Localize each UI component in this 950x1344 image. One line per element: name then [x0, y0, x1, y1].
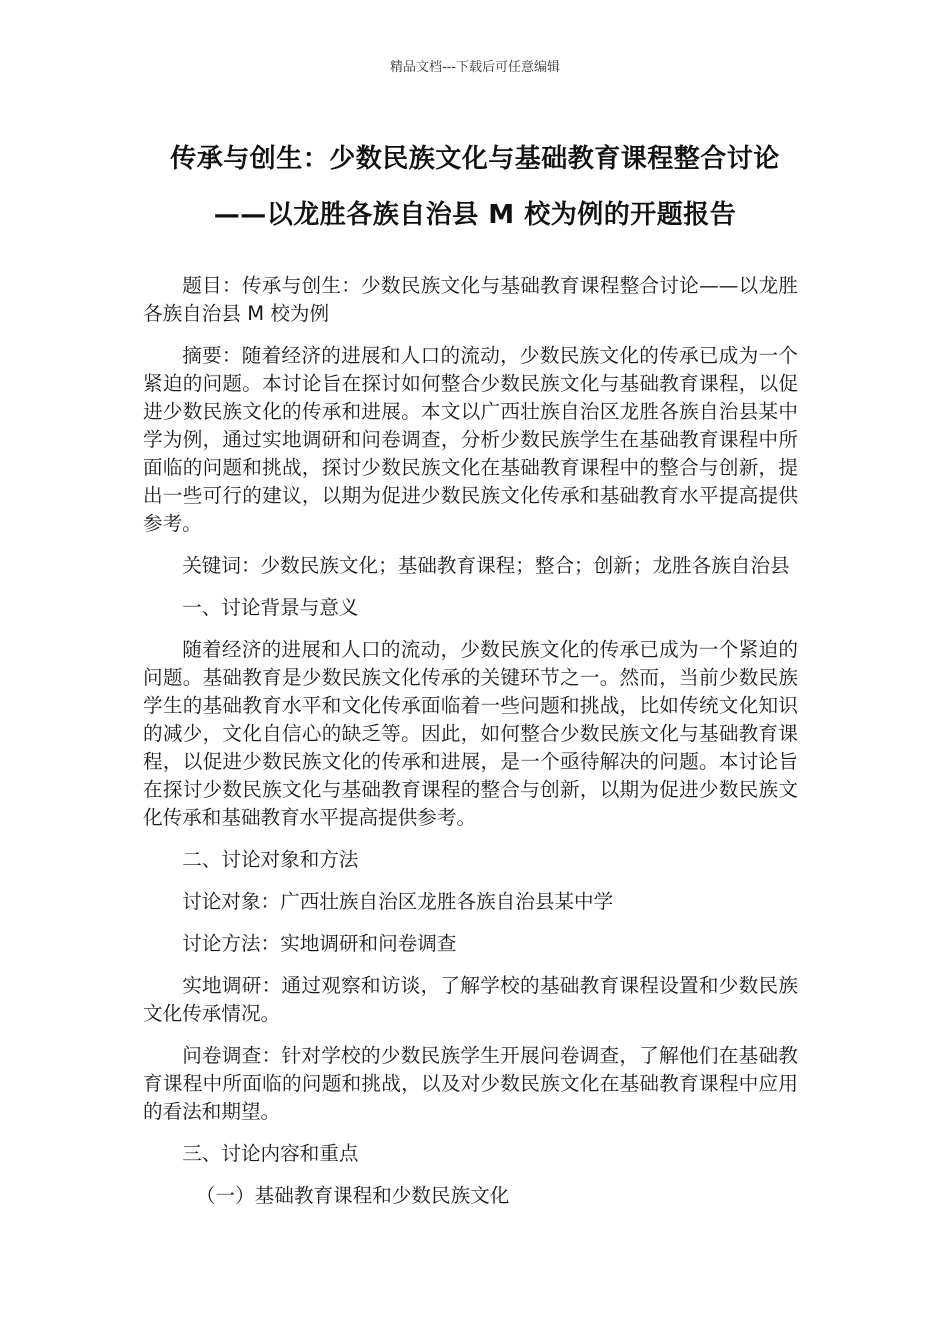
subsection-heading-1: （一）基础教育课程和少数民族文化 [195, 1184, 510, 1207]
document-title: 传承与创生：少数民族文化与基础教育课程整合讨论 [170, 144, 780, 174]
paragraph-questionnaire: 问卷调查：针对学校的少数民族学生开展问卷调查，了解他们在基础教育课程中所面临的问题和挑战，以及对少数民族文化在基础教育课程中应用的看法和期望。 [143, 1044, 798, 1123]
section-heading-2: 二、讨论对象和方法 [182, 848, 359, 871]
paragraph-field-research: 实地调研：通过观察和访谈，了解学校的基础教育课程设置和少数民族文化传承情况。 [143, 974, 798, 1025]
document-body [143, 272, 798, 1224]
paragraph-topic: 题目：传承与创生：少数民族文化与基础教育课程整合讨论——以龙胜各族自治县 M 校为例 [143, 274, 798, 325]
paragraph-abstract: 摘要：随着经济的进展和人口的流动，少数民族文化的传承已成为一个紧迫的问题。本讨论旨在探讨如何整合少数民族文化与基础教育课程，以促进少数民族文化的传承和进展。本文以广西壮族自治区龙胜各族自治县某中学为例，通过实地调研和问卷调查，分析少数民族学生在基础教育课程中所面临的问题和挑战，探讨少数民族文化在基础教育课程中的整合与创新，提出一些可行的建议，以期为促进少数民族文化传承和基础教育水平提高提供参考。 [143, 344, 798, 535]
paragraph-keywords: 关键词：少数民族文化；基础教育课程；整合；创新；龙胜各族自治县 [182, 554, 790, 577]
document-subtitle: ——以龙胜各族自治县 M 校为例的开题报告 [213, 200, 737, 230]
paragraph-research-method: 讨论方法：实地调研和问卷调查 [182, 932, 457, 955]
header-note: 精品文档---下载后可任意编辑 [389, 60, 561, 75]
section-heading-1: 一、讨论背景与意义 [182, 596, 359, 619]
section-heading-3: 三、讨论内容和重点 [182, 1142, 359, 1165]
paragraph-background: 随着经济的进展和人口的流动，少数民族文化的传承已成为一个紧迫的问题。基础教育是少数民族文化传承的关键环节之一。然而，当前少数民族学生的基础教育水平和文化传承面临着一些问题和挑战，比如传统文化知识的减少，文化自信心的缺乏等。因此，如何整合少数民族文化与基础教育课程，以促进少数民族文化的传承和进展，是一个亟待解决的问题。本讨论旨在探讨少数民族文化与基础教育课程的整合与创新，以期为促进少数民族文化传承和基础教育水平提高提供参考。 [143, 638, 798, 829]
paragraph-research-object: 讨论对象：广西壮族自治区龙胜各族自治县某中学 [182, 890, 614, 913]
